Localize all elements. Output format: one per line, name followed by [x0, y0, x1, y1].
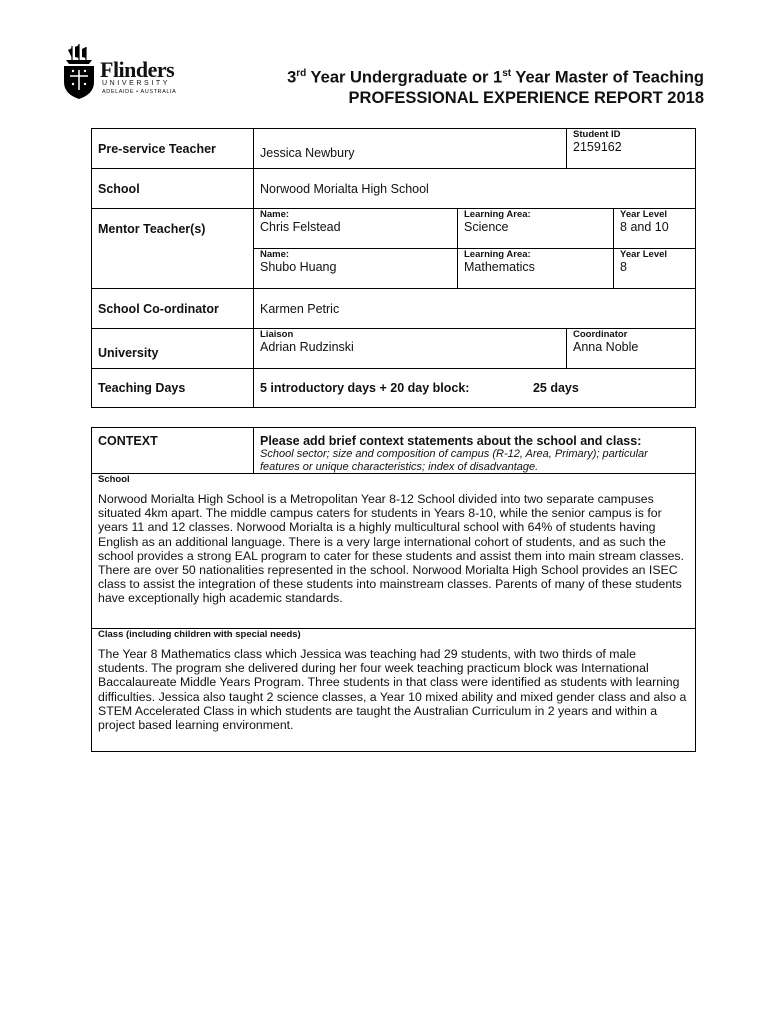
row-mentor-1	[92, 209, 696, 249]
teaching-days-label: Teaching Days	[92, 369, 254, 408]
student-id-label: Student ID	[573, 129, 621, 140]
mentor2-year-cell: Year Level 8	[614, 249, 696, 289]
mentor2-year: 8	[620, 260, 627, 274]
mentor1-year: 8 and 10	[620, 220, 669, 234]
row-context-header	[92, 428, 696, 474]
preservice-label: Pre-service Teacher	[92, 129, 254, 169]
student-id-value: 2159162	[573, 140, 622, 154]
mentor2-area-cell: Learning Area: Mathematics	[458, 249, 614, 289]
teaching-days-total: 25 days	[532, 381, 579, 395]
class-context-text: The Year 8 Mathematics class which Jessica was teaching had 29 students, with two thirds of male students. The program she delivered during her four week teaching practicum block was International Baccalaureate Middle Years Program. Three students in that class were identified as students with learning difficulties. Jessica also taught 2 science classes, a Year 10 mixed ability and mixed gender class and also a STEM Accelerated Class in which students are taught the Australian Curriculum in 2 years and within a project based learning environment.	[98, 647, 687, 733]
mentor1-name: Chris Felstead	[260, 220, 341, 234]
school-value: Norwood Morialta High School	[254, 169, 696, 209]
mentor2-area: Mathematics	[464, 260, 535, 274]
row-school	[92, 169, 696, 209]
uni-coordinator-value: Anna Noble	[573, 340, 639, 354]
report-title-line1: 3rd Year Undergraduate or 1st Year Master of Teaching	[287, 68, 704, 87]
context-heading: Please add brief context statements about the school and class:	[260, 434, 642, 448]
school-context-text: Norwood Morialta High School is a Metropolitan Year 8-12 School divided into two separate campuses situated 4km apart. The middle campus caters for students in Years 8-10, while the senior campus is for years 11 and 12 classes. Norwood Morialta is a highly multicultural school with 64% of students having English as an additional language. There is a very large international cohort of students, and as such the school provides a strong EAL program to cater for these students and assist them into main stream classes. There are over 50 nationalities represented in the school. Norwood Morialta High School provides an ISEC class to assist the integration of these students into mainstream classes. Parents of many of these students have exceptionally high academic standards.	[98, 492, 684, 606]
row-university	[92, 329, 696, 369]
context-label: CONTEXT	[92, 428, 254, 474]
context-hint: School sector; size and composition of campus (R-12, Area, Primary); particular features or unique characteristics; index of disadvantage.	[260, 448, 648, 473]
school-label: School	[92, 169, 254, 209]
student-id-cell	[567, 129, 696, 169]
teaching-days-value: 5 introductory days + 20 day block:	[260, 381, 470, 395]
teaching-days-cell	[254, 369, 696, 408]
school-context-label: School	[98, 474, 130, 485]
uni-coordinator-cell: Coordinator Anna Noble	[567, 329, 696, 369]
row-coordinator	[92, 289, 696, 329]
context-heading-cell	[254, 428, 696, 474]
row-teaching-days	[92, 369, 696, 408]
row-school-context	[92, 474, 696, 629]
school-context-cell	[92, 474, 696, 629]
coordinator-value: Karmen Petric	[254, 289, 696, 329]
mentor1-area-cell: Learning Area: Science	[458, 209, 614, 249]
crest-icon	[62, 42, 96, 100]
logo-city: ADELAIDE • AUSTRALIA	[102, 89, 177, 95]
coordinator-label: School Co-ordinator	[92, 289, 254, 329]
logo-name: Flinders	[100, 57, 175, 82]
liaison-cell: Liaison Adrian Rudzinski	[254, 329, 567, 369]
flinders-logo	[62, 40, 182, 104]
logo-university: UNIVERSITY	[102, 80, 171, 87]
preservice-value: Jessica Newbury	[254, 129, 567, 169]
mentor1-name-cell: Name: Chris Felstead	[254, 209, 458, 249]
mentor1-area: Science	[464, 220, 509, 234]
class-context-cell	[92, 629, 696, 752]
mentor-label: Mentor Teacher(s)	[92, 209, 254, 289]
liaison-value: Adrian Rudzinski	[260, 340, 354, 354]
class-context-label: Class (including children with special needs)	[98, 629, 301, 640]
mentor2-name-cell: Name: Shubo Huang	[254, 249, 458, 289]
context-table	[91, 427, 696, 752]
details-table	[91, 128, 696, 408]
row-preservice	[92, 129, 696, 169]
university-label: University	[92, 329, 254, 369]
report-title-line2: PROFESSIONAL EXPERIENCE REPORT 2018	[348, 89, 704, 107]
mentor2-name: Shubo Huang	[260, 260, 337, 274]
mentor1-year-cell: Year Level 8 and 10	[614, 209, 696, 249]
row-class-context	[92, 629, 696, 752]
